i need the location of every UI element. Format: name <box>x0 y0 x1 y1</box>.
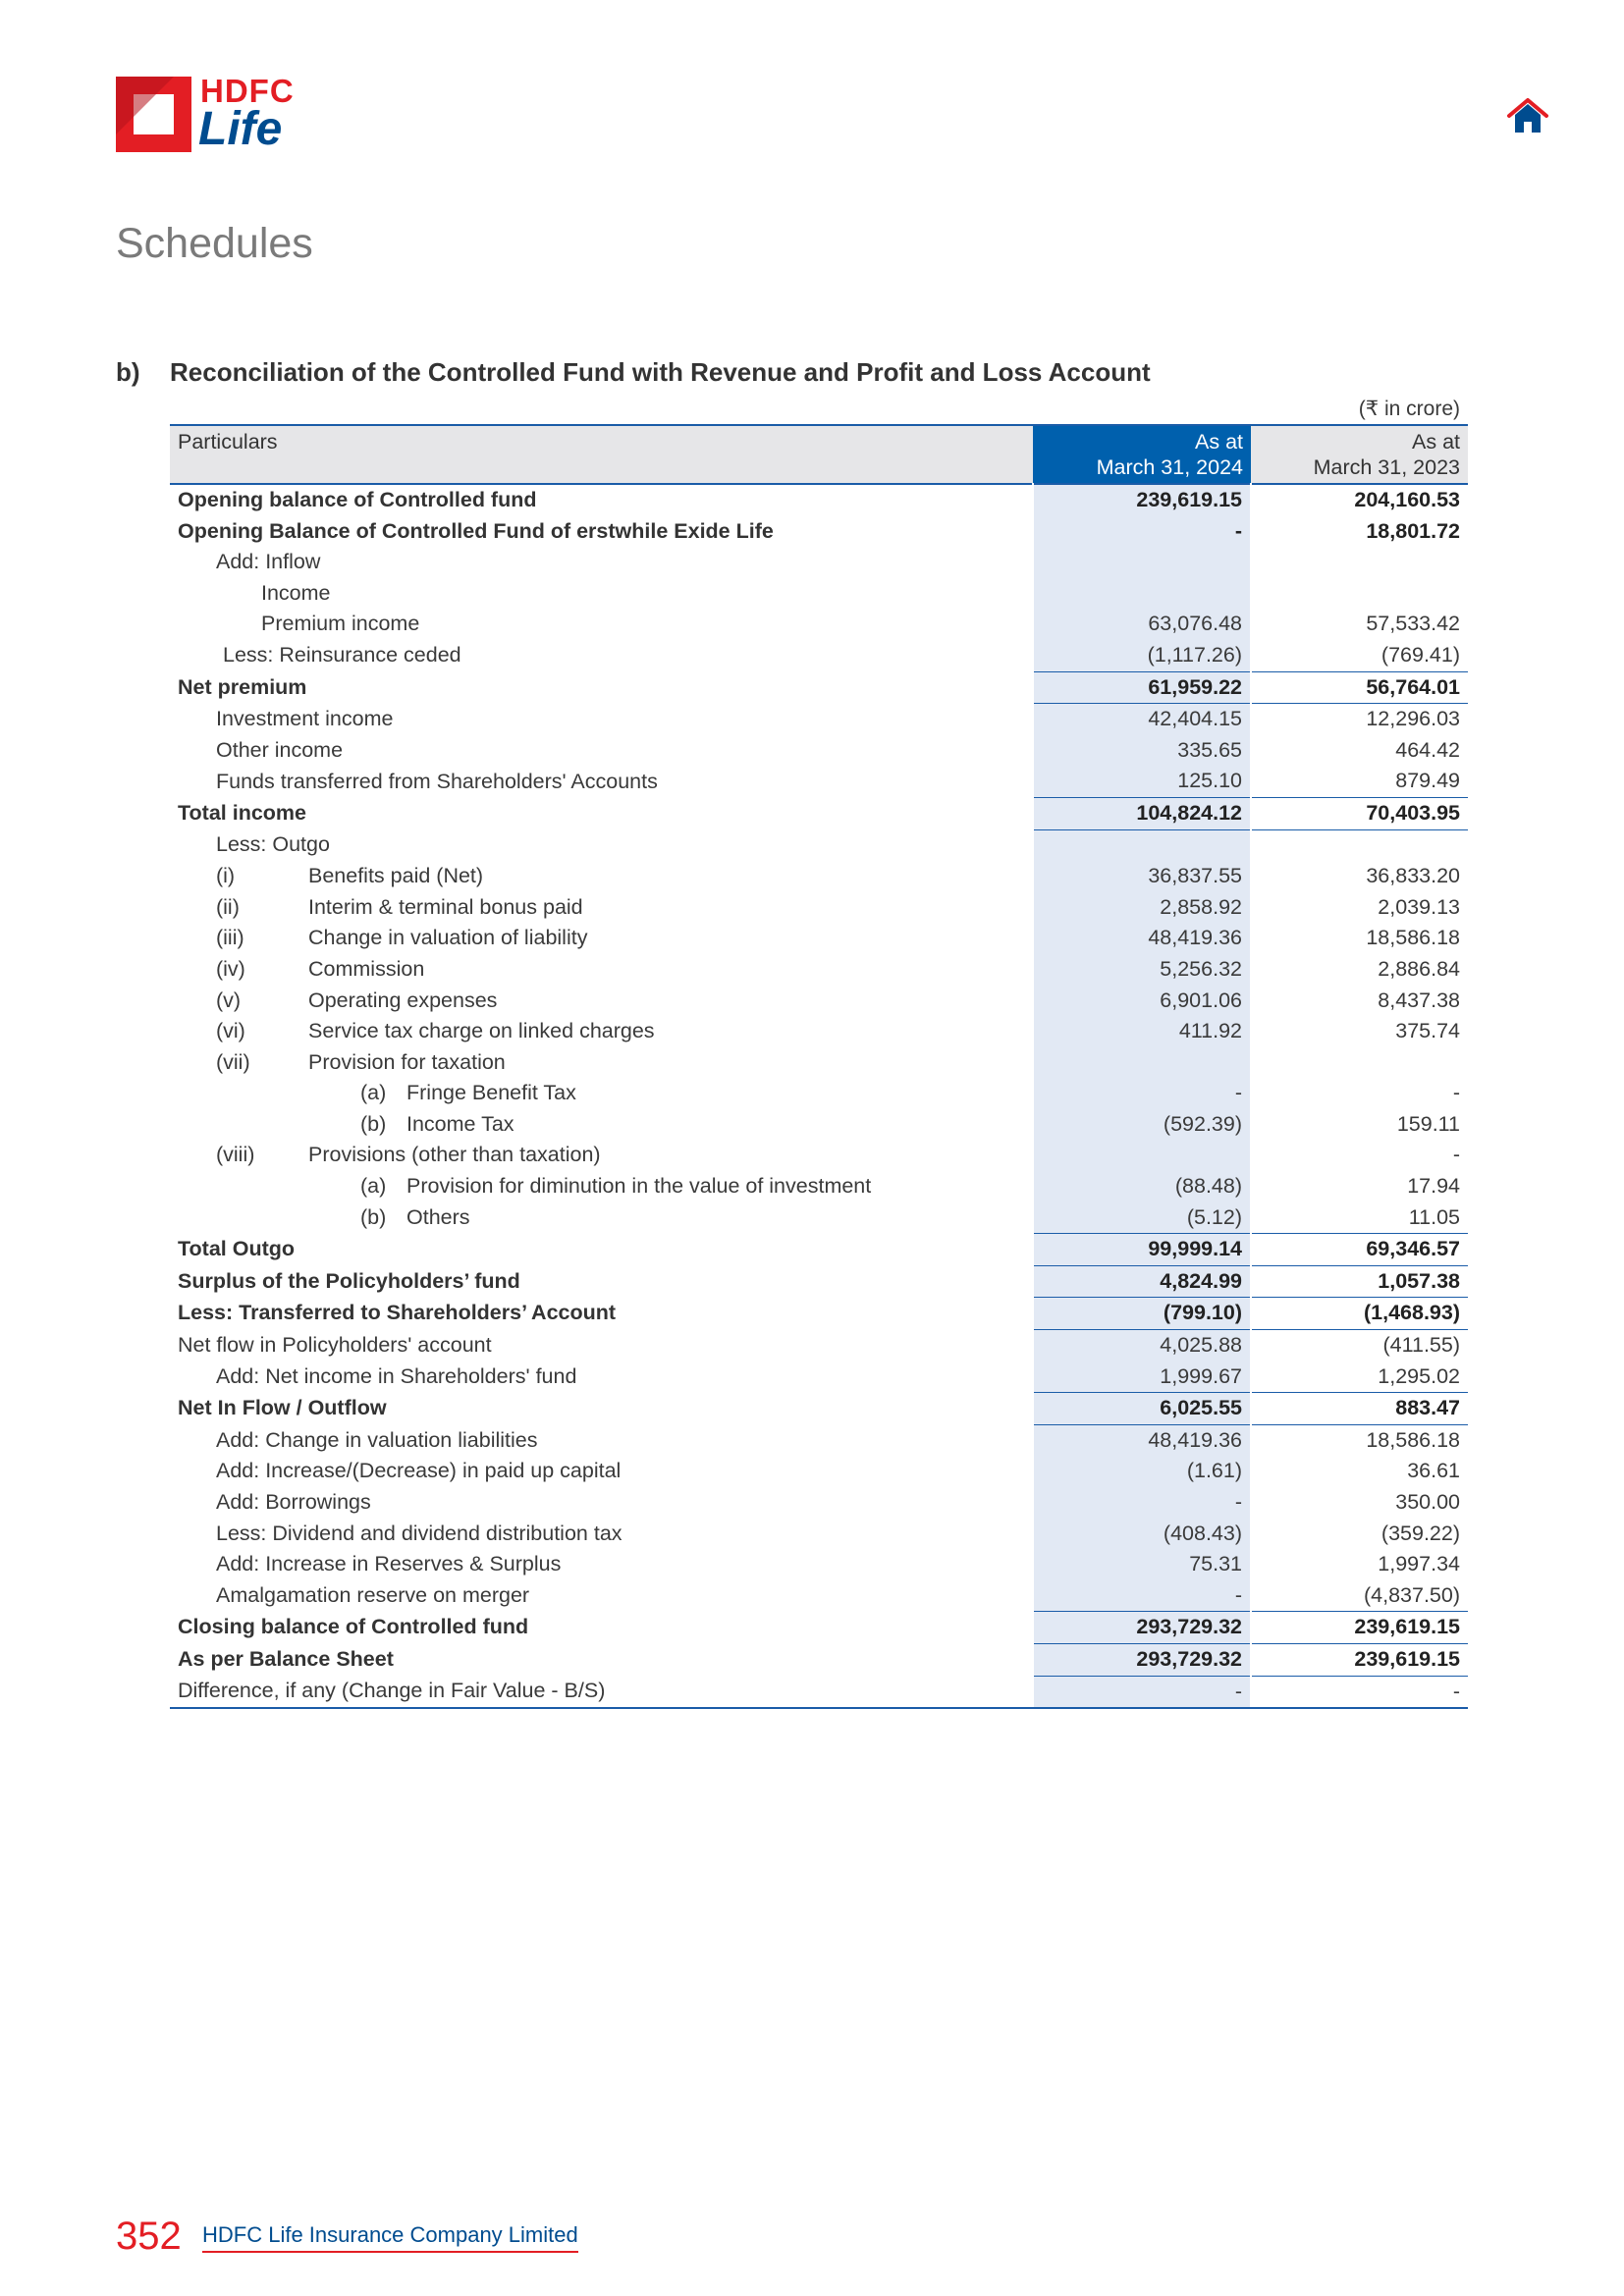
table-row-subtotal <box>170 1298 1468 1330</box>
value-2023: 239,619.15 <box>1251 1643 1468 1676</box>
table-row <box>170 704 1468 735</box>
row-label <box>170 1140 1033 1171</box>
value-2023: (411.55) <box>1382 1333 1460 1358</box>
table-row-subtotal <box>170 1643 1468 1676</box>
value-2024: - <box>1033 1487 1251 1519</box>
value-2024: 104,824.12 <box>1033 797 1251 829</box>
value-2023: 36,833.20 <box>1366 864 1460 888</box>
header-2024-line1: As at <box>1195 430 1243 454</box>
table-row <box>170 766 1468 797</box>
value-2023: 879.49 <box>1395 769 1460 793</box>
row-label: Other income <box>216 737 344 762</box>
page-title: Schedules <box>116 220 313 267</box>
value-2024: - <box>1033 1078 1251 1109</box>
value-2024: 42,404.15 <box>1033 704 1251 735</box>
table-row <box>170 578 1468 610</box>
row-sub-letter: (a) <box>360 1174 387 1199</box>
table-row <box>170 1676 1468 1708</box>
value-2024 <box>1033 1047 1251 1079</box>
row-label: Add: Increase/(Decrease) in paid up capital <box>216 1459 622 1483</box>
value-2023: 17.94 <box>1407 1174 1460 1199</box>
section-letter: b) <box>116 357 140 387</box>
value-2023: 70,403.95 <box>1251 797 1468 829</box>
value-2023: 1,997.34 <box>1378 1552 1460 1576</box>
table-row <box>170 861 1468 892</box>
value-2024: 411.92 <box>1033 1016 1251 1047</box>
row-label: Net In Flow / Outflow <box>178 1396 387 1420</box>
value-2024: 99,999.14 <box>1033 1234 1251 1266</box>
value-2023: 883.47 <box>1251 1393 1468 1425</box>
value-2023: 36.61 <box>1407 1459 1460 1483</box>
value-2023: 18,586.18 <box>1366 926 1460 950</box>
value-2023: 350.00 <box>1395 1490 1460 1514</box>
value-2023: 12,296.03 <box>1366 707 1460 731</box>
row-label: Difference, if any (Change in Fair Value - B/S) <box>170 1676 1033 1708</box>
value-2024: 4,025.88 <box>1033 1330 1251 1362</box>
row-label: Total income <box>178 800 307 825</box>
row-label: Less: Dividend and dividend distribution tax <box>216 1521 623 1545</box>
value-2024: - <box>1033 1580 1251 1612</box>
row-label: Total Outgo <box>178 1237 296 1261</box>
row-label <box>170 1109 1033 1141</box>
value-2023 <box>1251 578 1468 610</box>
value-2024: 75.31 <box>1033 1549 1251 1580</box>
row-number: (vi) <box>216 1019 245 1043</box>
unit-note: (₹ in crore) <box>1358 398 1460 420</box>
table-row <box>170 484 1468 516</box>
table-row <box>170 1580 1468 1612</box>
row-label: Add: Borrowings <box>216 1490 371 1514</box>
value-2023: - <box>1251 1676 1468 1708</box>
value-2024 <box>1033 547 1251 578</box>
value-2024: 5,256.32 <box>1033 954 1251 986</box>
table-row <box>170 1519 1468 1550</box>
row-sub-letter: (b) <box>360 1204 387 1229</box>
value-2024: (799.10) <box>1033 1298 1251 1330</box>
header-2023-line2: March 31, 2023 <box>1313 455 1460 479</box>
value-2024: 335.65 <box>1033 735 1251 767</box>
table-row <box>170 516 1468 548</box>
row-label: Income <box>261 580 331 605</box>
header-2023-line1: As at <box>1412 430 1460 454</box>
home-icon[interactable] <box>1506 96 1549 135</box>
row-text: Operating expenses <box>308 988 498 1012</box>
row-sub-letter: (b) <box>360 1111 387 1136</box>
company-logo <box>116 73 304 157</box>
row-text: Provision for diminution in the value of investment <box>406 1174 872 1199</box>
row-label: Closing balance of Controlled fund <box>178 1615 529 1639</box>
page-number: 352 <box>116 2215 182 2258</box>
value-2024: 293,729.32 <box>1033 1643 1251 1676</box>
value-2024: 61,959.22 <box>1033 671 1251 704</box>
value-2023 <box>1251 547 1468 578</box>
table-row <box>170 1424 1468 1456</box>
table-row <box>170 829 1468 861</box>
row-label <box>170 1047 1033 1079</box>
value-2024: - <box>1033 516 1251 548</box>
row-label <box>170 923 1033 954</box>
value-2023: 69,346.57 <box>1251 1234 1468 1266</box>
row-text: Others <box>406 1204 470 1229</box>
table-row-subtotal <box>170 1234 1468 1266</box>
value-2024 <box>1033 829 1251 861</box>
row-label: Premium income <box>261 612 420 636</box>
row-label <box>170 1171 1033 1202</box>
value-2024: (408.43) <box>1033 1519 1251 1550</box>
row-label <box>170 892 1033 924</box>
table-row <box>170 1362 1468 1393</box>
row-text: Provisions (other than taxation) <box>308 1143 601 1167</box>
footer-company-link[interactable]: HDFC Life Insurance Company Limited <box>202 2222 578 2253</box>
value-2023: 464.42 <box>1395 737 1460 762</box>
table-row <box>170 1078 1468 1109</box>
value-2024: 6,901.06 <box>1033 986 1251 1017</box>
row-label: Net premium <box>178 674 307 699</box>
table-row <box>170 1549 1468 1580</box>
value-2023 <box>1251 1047 1468 1079</box>
row-number: (v) <box>216 988 242 1012</box>
row-label <box>170 986 1033 1017</box>
header-2024-line2: March 31, 2024 <box>1096 455 1243 479</box>
value-2024: 1,999.67 <box>1033 1362 1251 1393</box>
table-row <box>170 954 1468 986</box>
value-2024: 4,824.99 <box>1033 1265 1251 1298</box>
value-2024: 48,419.36 <box>1033 923 1251 954</box>
table-row <box>170 923 1468 954</box>
row-label: Add: Change in valuation liabilities <box>216 1427 538 1452</box>
row-text: Commission <box>308 956 425 981</box>
table-row <box>170 640 1468 671</box>
table-row <box>170 1487 1468 1519</box>
value-2023: 18,801.72 <box>1366 518 1460 543</box>
value-2024: 239,619.15 <box>1033 484 1251 516</box>
header-march-2024 <box>1033 425 1251 484</box>
value-2023: (1,468.93) <box>1251 1298 1468 1330</box>
row-label <box>170 1202 1033 1234</box>
row-label <box>170 954 1033 986</box>
value-2024: 293,729.32 <box>1033 1612 1251 1644</box>
header-particulars-label: Particulars <box>178 430 278 454</box>
table-row <box>170 1047 1468 1079</box>
row-label: Net flow in Policyholders' account <box>178 1332 492 1357</box>
row-label <box>170 1016 1033 1047</box>
table-header-row <box>170 425 1468 484</box>
table-row <box>170 609 1468 640</box>
row-text: Benefits paid (Net) <box>308 864 484 888</box>
row-sub-letter: (a) <box>360 1081 387 1105</box>
row-text: Fringe Benefit Tax <box>406 1081 576 1105</box>
value-2024 <box>1033 1140 1251 1171</box>
value-2023: 18,586.18 <box>1366 1427 1460 1452</box>
row-label: As per Balance Sheet <box>178 1646 394 1671</box>
table-row <box>170 1016 1468 1047</box>
value-2023: - <box>1452 1143 1460 1167</box>
value-2024: 63,076.48 <box>1033 609 1251 640</box>
table-row <box>170 1456 1468 1487</box>
reconciliation-table <box>170 424 1468 1709</box>
row-label: Less: Reinsurance ceded <box>223 643 461 667</box>
value-2024 <box>1033 578 1251 610</box>
value-2023: (769.41) <box>1380 642 1460 667</box>
logo-mark-icon <box>116 77 191 152</box>
value-2023: 159.11 <box>1396 1111 1460 1136</box>
row-label: Investment income <box>216 706 394 730</box>
row-number: (viii) <box>216 1143 255 1167</box>
row-label: Less: Outgo <box>216 832 330 857</box>
value-2024: 6,025.55 <box>1033 1393 1251 1425</box>
row-number: (iii) <box>216 926 244 950</box>
table-row <box>170 1140 1468 1171</box>
table-row-subtotal <box>170 1393 1468 1425</box>
table-row-subtotal <box>170 1265 1468 1298</box>
value-2023: - <box>1452 1081 1460 1105</box>
value-2024: 48,419.36 <box>1033 1424 1251 1456</box>
table-row <box>170 1171 1468 1202</box>
table-row <box>170 547 1468 578</box>
table-row <box>170 1330 1468 1362</box>
table-row-subtotal <box>170 1612 1468 1644</box>
row-label: Opening Balance of Controlled Fund of erstwhile Exide Life <box>178 518 774 543</box>
value-2023: 239,619.15 <box>1251 1612 1468 1644</box>
value-2024: - <box>1033 1676 1251 1708</box>
row-label: Funds transferred from Shareholders' Accounts <box>216 769 658 793</box>
row-number: (vii) <box>216 1049 250 1074</box>
row-text: Income Tax <box>406 1111 514 1136</box>
value-2023: 56,764.01 <box>1251 671 1468 704</box>
row-label: Add: Net income in Shareholders' fund <box>216 1363 577 1388</box>
value-2023: (4,837.50) <box>1363 1582 1460 1607</box>
row-label <box>170 861 1033 892</box>
logo-text-hdfc: HDFC <box>200 73 295 109</box>
value-2024: (88.48) <box>1033 1171 1251 1202</box>
row-number: (i) <box>216 864 236 888</box>
row-text: Service tax charge on linked charges <box>308 1019 655 1043</box>
value-2023: 1,295.02 <box>1378 1363 1460 1388</box>
row-number: (iv) <box>216 956 245 981</box>
value-2023: 1,057.38 <box>1251 1265 1468 1298</box>
value-2023 <box>1251 829 1468 861</box>
value-2024: (5.12) <box>1033 1202 1251 1234</box>
value-2024: (1,117.26) <box>1033 640 1251 671</box>
table-row <box>170 735 1468 767</box>
row-label: Add: Inflow <box>216 550 321 574</box>
row-text: Change in valuation of liability <box>308 926 588 950</box>
header-march-2023 <box>1251 425 1468 484</box>
row-label: Surplus of the Policyholders’ fund <box>178 1268 520 1293</box>
row-text: Interim & terminal bonus paid <box>308 894 583 919</box>
row-label: Amalgamation reserve on merger <box>216 1583 530 1608</box>
value-2024: 125.10 <box>1033 766 1251 797</box>
section-heading: Reconciliation of the Controlled Fund with Revenue and Profit and Loss Account <box>170 357 1151 387</box>
header-particulars <box>170 425 1033 484</box>
row-label: Opening balance of Controlled fund <box>178 488 537 511</box>
value-2023: 11.05 <box>1408 1204 1460 1229</box>
table-row <box>170 986 1468 1017</box>
row-label: Add: Increase in Reserves & Surplus <box>216 1552 562 1576</box>
table-row <box>170 892 1468 924</box>
value-2024: (592.39) <box>1033 1109 1251 1141</box>
row-label: Less: Transferred to Shareholders’ Account <box>178 1301 617 1325</box>
table-row <box>170 1202 1468 1234</box>
table-row-subtotal <box>170 797 1468 829</box>
value-2023: 8,437.38 <box>1378 988 1460 1012</box>
value-2024: (1.61) <box>1033 1456 1251 1487</box>
row-label <box>170 1078 1033 1109</box>
row-text: Provision for taxation <box>308 1049 506 1074</box>
value-2023: 375.74 <box>1395 1019 1460 1043</box>
value-2023: 204,160.53 <box>1354 488 1460 511</box>
value-2023: 2,039.13 <box>1378 894 1460 919</box>
value-2024: 36,837.55 <box>1033 861 1251 892</box>
value-2023: 57,533.42 <box>1366 612 1460 636</box>
logo-text-life: Life <box>198 103 283 155</box>
table-row-subtotal <box>170 671 1468 704</box>
value-2024: 2,858.92 <box>1033 892 1251 924</box>
value-2023: (359.22) <box>1380 1521 1460 1545</box>
table-row <box>170 1109 1468 1141</box>
row-number: (ii) <box>216 894 240 919</box>
value-2023: 2,886.84 <box>1378 956 1460 981</box>
